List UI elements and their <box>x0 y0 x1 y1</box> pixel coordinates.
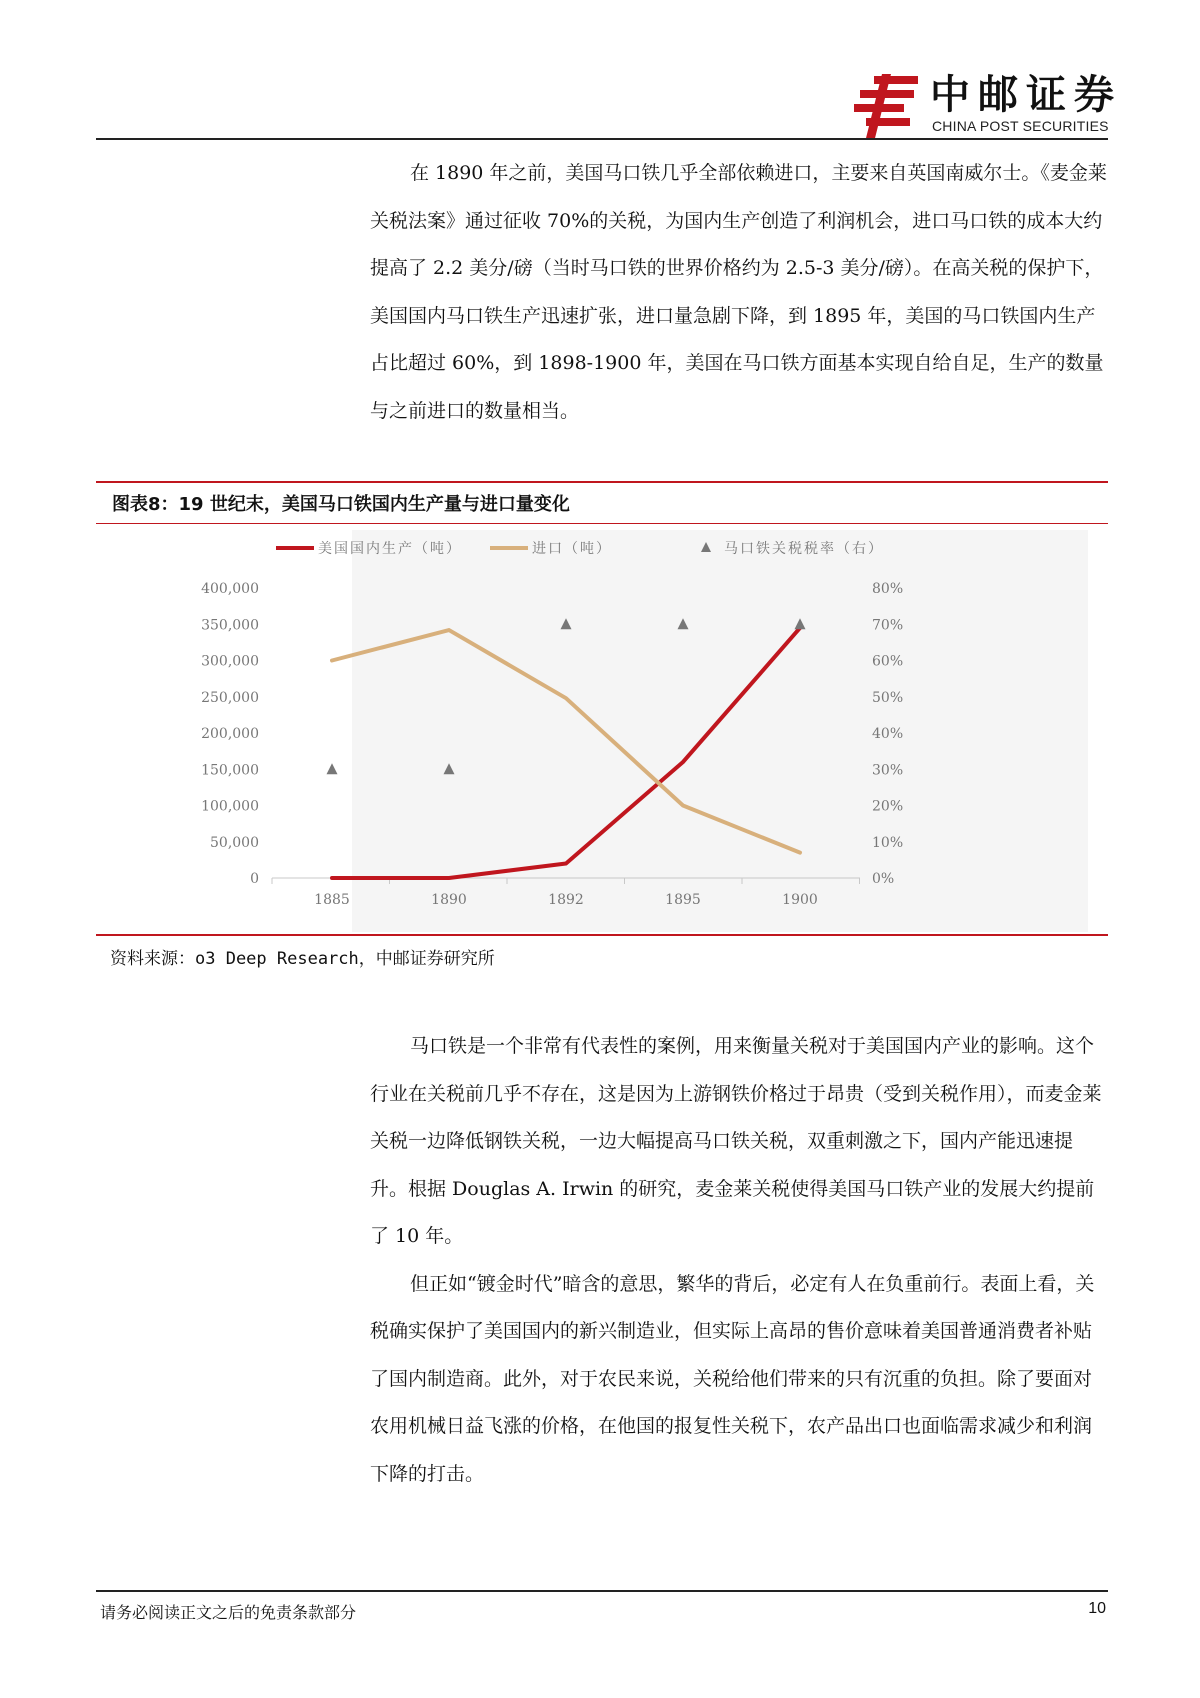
figure-title-rule <box>96 523 1108 524</box>
production-import-chart <box>96 530 1108 932</box>
y-left-tick-label: 200,000 <box>201 726 259 742</box>
company-logo <box>852 72 1122 138</box>
paragraph-text: 马口铁是一个非常有代表性的案例，用来衡量关税对于美国国内产业的影响。这个行业在关税前几乎不存在，这是因为上游钢铁价格过于昂贵（受到关税作用），而麦金莱关税一边降低钢铁关税，一边大幅提高马口铁关税，双重刺激之下，国内产能迅速提升。根据 Douglas A. Irwin 的研究，麦金莱关税使得美国马口铁产业的发展大约提前了 10 年。 <box>370 1035 1102 1247</box>
chart-legend <box>276 540 884 557</box>
y-right-tick-label: 70% <box>872 617 904 634</box>
x-tick-label: 1885 <box>314 892 350 908</box>
tariff-rate-marker <box>327 763 338 774</box>
y-right-tick-label: 80% <box>872 581 904 597</box>
legend-label: 马口铁关税税率（右） <box>724 541 884 557</box>
left-axis-ticks <box>201 581 259 887</box>
china-post-logo-icon <box>852 74 922 138</box>
y-left-tick-label: 250,000 <box>201 689 259 706</box>
y-left-tick-label: 150,000 <box>201 762 259 779</box>
figure-top-rule <box>96 481 1108 483</box>
header-divider <box>96 138 1108 140</box>
y-right-tick-label: 20% <box>872 798 904 815</box>
y-left-tick-label: 350,000 <box>201 617 259 634</box>
page-number: 10 <box>1088 1600 1106 1617</box>
x-tick-label: 1892 <box>548 892 584 908</box>
y-right-tick-label: 40% <box>872 726 904 742</box>
y-right-tick-label: 50% <box>872 689 904 706</box>
figure-source: 资料来源：o3 Deep Research，中邮证券研究所 <box>110 949 495 969</box>
y-right-tick-label: 30% <box>872 762 904 779</box>
y-right-tick-label: 10% <box>872 834 904 851</box>
x-tick-label: 1895 <box>665 892 701 908</box>
y-right-tick-label: 0% <box>872 871 895 887</box>
x-tick-label: 1900 <box>782 892 818 908</box>
figure-title: 图表8：19 世纪末，美国马口铁国内生产量与进口量变化 <box>112 494 570 515</box>
x-tick-label: 1890 <box>431 892 467 908</box>
logo-english-name: CHINA POST SECURITIES <box>932 118 1109 134</box>
y-left-tick-label: 400,000 <box>201 581 259 597</box>
body-paragraph-2 <box>370 1023 1108 1498</box>
paragraph-text: 但正如“镀金时代”暗含的意思，繁华的背后，必定有人在负重前行。表面上看，关税确实保护了美国国内的新兴制造业，但实际上高昂的售价意味着美国普通消费者补贴了国内制造商。此外，对于农民来说，关税给他们带来的只有沉重的负担。除了要面对农用机械日益飞涨的价格，在他国的报复性关税下，农产品出口也面临需求减少和利润下降的打击。 <box>370 1272 1095 1485</box>
footer-divider <box>96 1590 1108 1592</box>
legend-label: 进口（吨） <box>532 541 612 557</box>
right-axis-ticks <box>872 581 903 887</box>
y-right-tick-label: 60% <box>872 653 904 670</box>
y-left-tick-label: 0 <box>250 871 259 887</box>
y-left-tick-label: 50,000 <box>210 834 259 851</box>
logo-chinese-name: 中邮证券 <box>930 72 1122 118</box>
chart-plot-background <box>352 530 1088 932</box>
body-paragraph-1 <box>370 150 1108 435</box>
legend-label: 美国国内生产（吨） <box>318 541 462 557</box>
y-left-tick-label: 100,000 <box>201 798 259 815</box>
footer-disclaimer: 请务必阅读正文之后的免责条款部分 <box>100 1603 357 1622</box>
paragraph-text: 在 1890 年之前，美国马口铁几乎全部依赖进口，主要来自英国南威尔士。《麦金莱关税法案》通过征收 70%的关税，为国内生产创造了利润机会，进口马口铁的成本大约提高了 2.2 美分/磅（当时马口铁的世界价格约为 2.5-3 美分/磅）。在高关税的保护下，美国国内马口铁生产迅速扩张，进口量急剧下降，到 1895 年，美国的马口铁国内生产占比超过 60%，到 1898-1900 年，美国在马口铁方面基本实现自给自足，生产的数量与之前进口的数量相当。 <box>370 162 1107 422</box>
figure-bottom-rule <box>96 934 1108 936</box>
y-left-tick-label: 300,000 <box>201 653 259 670</box>
